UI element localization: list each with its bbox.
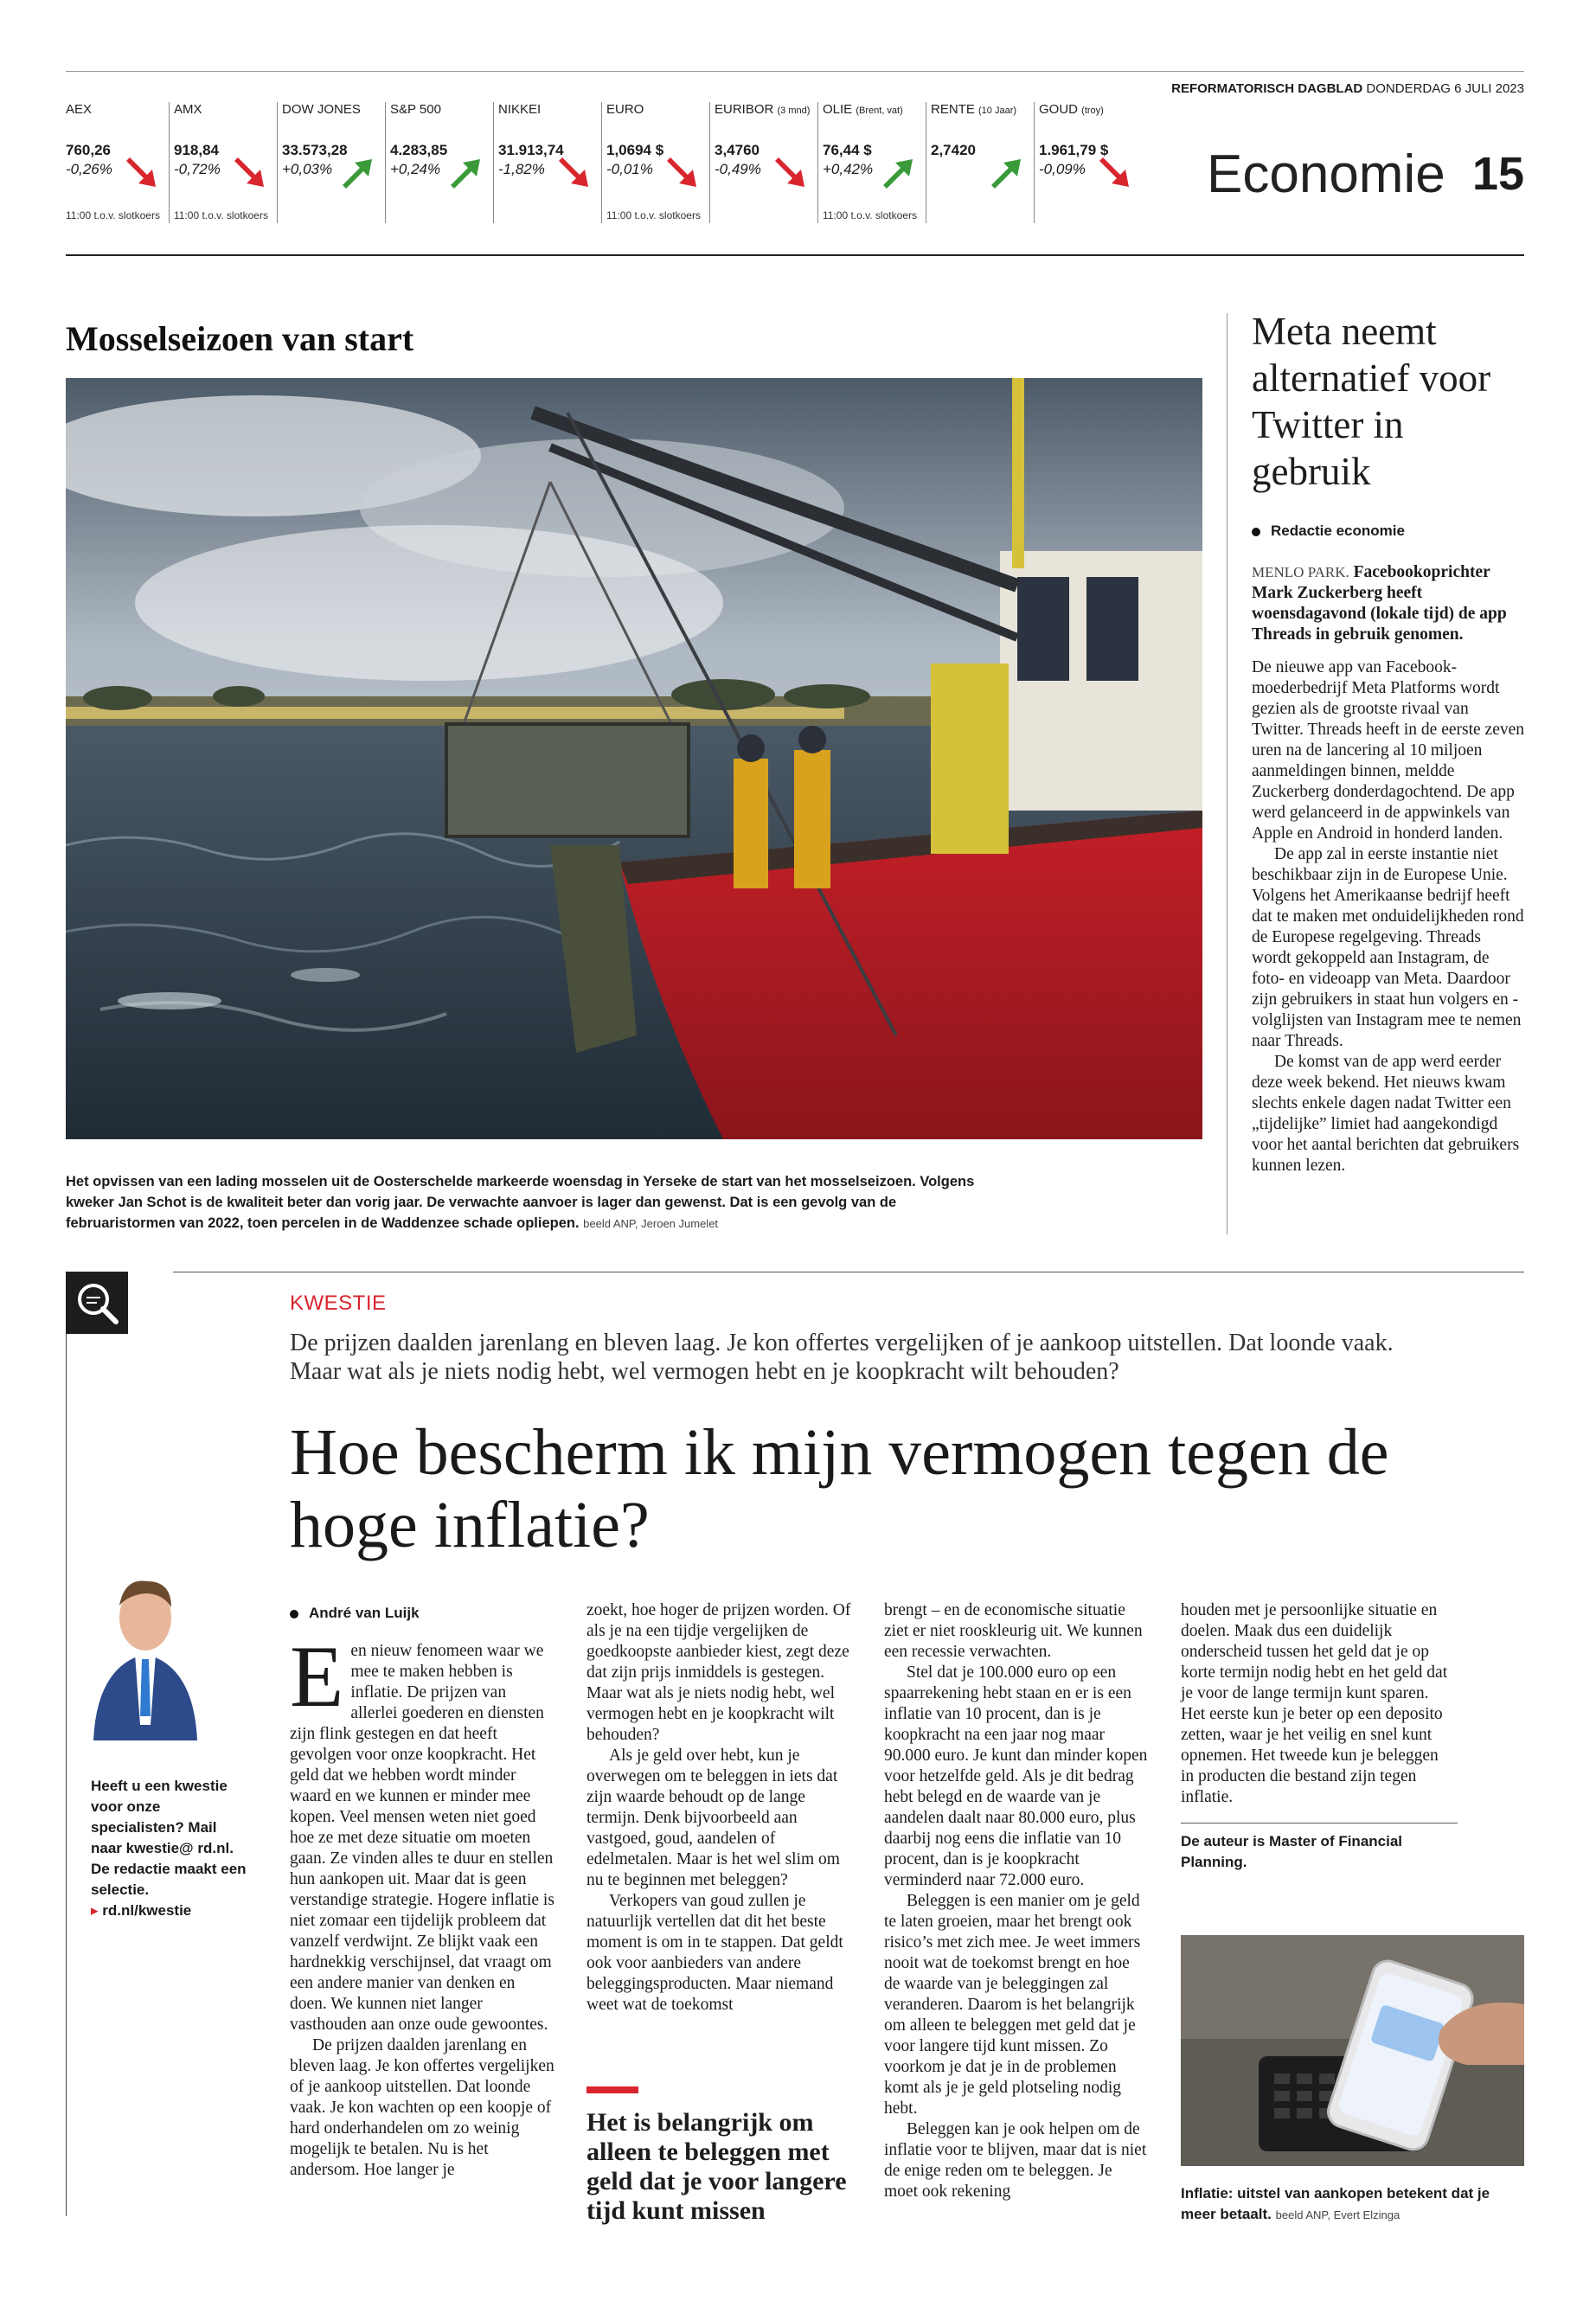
meta-headline: Meta neemt alternatief voor Twitter in gebruik [1252,310,1491,493]
kwestie-author: André van Luijk [309,1605,420,1621]
kwestie-column-4 [1181,1600,1449,1808]
kwestie-column-3 [884,1600,1149,2202]
ticker-name [390,102,441,117]
ticker-item [715,102,818,223]
ticker-change: -1,82% [498,161,545,177]
ticker-name-text: OLIE [823,102,853,117]
ticker-name-text: S&P 500 [390,102,441,117]
payment-caption: Inflatie: uitstel van aankopen betekent dat je meer betaalt. [1181,2185,1490,2222]
top-rule [66,71,1524,72]
kwestie-paragraph-2: De prijzen daalden jarenlang en bleven laag. Je kon offertes vergelijken of je aankoop uitstellen. Dat loonde vaak. Je kon wachten op een koopje of hard onderhandelen om zo weinig mogelijk te betalen. Nu is het andersom. Hoe langer je [290,2036,554,2179]
ticker-value: 4.283,85 [390,142,448,158]
ticker-name [282,102,361,117]
ticker-change: +0,03% [282,161,333,177]
ticker-name-text: AMX [174,102,202,117]
kwestie-paragraph-8: Beleggen is een manier om je geld te laten groeien, maar het brengt ook risico’s met zich mee. Je weet immers nooit wat de toekomst brengt en hoe de waarde van je beleggingen zal veranderen. Daarom is het belangrijk om alleen te beleggen met geld dat je voor langere tijd kunt missen. Zo voorkom je dat je in de problemen komt als je je geld plotseling nodig hebt. [884,1892,1141,2118]
ticker-item [282,102,386,223]
kwestie-paragraph-7: Stel dat je 100.000 euro op een spaarrekening hebt staan en er is een inflatie van 10 procent, dan is je koopkracht na een jaar nog maar 90.000 euro. Je kunt dan minder kopen voor hetzelfde geld. Als je dit bedrag hebt belegd en de waarde van je aandelen daalt naar 80.000 euro, plus daarbij nog eens die inflatie van 10 procent, dan is je koopkracht verminderd naar 72.000 euro. [884,1663,1148,1889]
section-title: Economie [1207,144,1445,204]
kwestie-column-1 [290,1628,554,2181]
arrow-down-icon [1096,154,1134,192]
ticker-change: -0,09% [1039,161,1086,177]
arrow-up-icon [339,154,377,192]
ticker-item [174,102,278,223]
mussel-caption: Het opvissen van een lading mosselen uit de Oosterschelde markeerde woensdag in Yerseke de start van het mosselseizoen. Volgens kweker Jan Schot is de kwaliteit beter dan vorig jaar. De verwachte aanvoer is lager dan gewenst. Dat is een gevolg van de februaristormen van 2022, toen percelen in de Waddenzee schade opliepen. [66,1174,975,1231]
ticker-item [66,102,170,223]
kwestie-left-rule [66,1334,67,2216]
ticker-name [66,102,92,117]
kwestie-paragraph-3: zoekt, hoe hoger de prijzen worden. Of als je na een tijdje vergelijken de goedkoopste aanbieder kiest, zegt deze dat zijn prijs inmiddels is gestegen. Maar wat als je niets nodig hebt, wel vermogen hebt en je koopkracht wilt behouden? [586,1601,851,1744]
ticker-name-text: EURIBOR [715,102,774,117]
ticker-name-suffix: (troy) [1081,106,1104,116]
ticker-value: 760,26 [66,142,111,158]
ticker-value: 3,4760 [715,142,760,158]
magnifier-icon [66,1272,128,1334]
ticker-name [715,102,810,117]
kwestie-column-2 [586,1600,851,2016]
masthead-line [1159,81,1524,96]
arrow-up-icon [988,154,1026,192]
ticker-name-text: AEX [66,102,93,117]
ticker-name [498,102,541,117]
ticker-note: 11:00 t.o.v. slotkoers [174,209,268,221]
ticker-note: 11:00 t.o.v. slotkoers [66,209,160,221]
kwestie-intro: De prijzen daalden jarenlang en bleven laag. Je kon offertes vergelijken of je aankoop uitstellen. Dat loonde vaak. Maar wat als je niets nodig hebt, wel vermogen hebt en je koopkracht wilt behouden? [290,1330,1394,1385]
kwestie-paragraph-5: Verkopers van goud zullen je natuurlijk vertellen dat dit het beste moment is om in te stappen. Dat geldt ook voor aanbieders van andere beleggingsproducten. Maar niemand weet wat de toekomst [586,1892,843,2014]
meta-byline-name: Redactie economie [1271,522,1405,539]
ticker-note: 11:00 t.o.v. slotkoers [823,209,917,221]
arrow-down-icon [772,154,810,192]
ticker-item [606,102,710,223]
meta-paragraph-3: De komst van de app werd eerder deze week bekend. Het nieuws kwam slechts enkele dagen nadat Twitter een „tijdelijke” limiet had aangekondigd voor het aantal berichten dat gebruikers kunnen lezen. [1252,1053,1520,1175]
arrow-up-icon [447,154,485,192]
ticker-value: 2,7420 [931,142,976,158]
ticker-name [174,102,202,117]
payment-photo [1181,1935,1524,2166]
kwestie-paragraph-6: brengt – en de economische situatie ziet er niet rooskleurig uit. We kunnen een recessie verwachten. [884,1601,1143,1661]
ticker-item [1039,102,1143,223]
author-note: De auteur is Master of Financial Planning. [1181,1833,1403,1870]
ticker-note: 11:00 t.o.v. slotkoers [606,209,701,221]
ticker-name [931,102,1016,117]
kwestie-paragraph-9: Beleggen kan je ook helpen om de inflatie voor te blijven, maar dat is niet de enige reden om te beleggen. Je moet ook rekening [884,2120,1147,2201]
kwestie-logo [66,1272,128,1334]
ticker-separator [817,102,818,223]
ticker-name-text: RENTE [931,102,975,117]
kwestie-paragraph-1 [290,1628,554,2035]
ticker-name-text: GOUD [1039,102,1078,117]
ticker-name [606,102,644,117]
meta-dateline: MENLO PARK. [1252,564,1349,580]
ticker-change: -0,01% [606,161,653,177]
meta-byline [1252,522,1405,540]
ticker-name-suffix: (10 Jaar) [978,106,1017,116]
ticker-value: 1.961,79 $ [1039,142,1109,158]
quote-accent-bar [586,2086,638,2093]
arrow-up-icon [880,154,918,192]
issue-date: DONDERDAG 6 JULI 2023 [1366,81,1524,96]
byline-bullet [1252,528,1260,536]
ticker-value: 1,0694 $ [606,142,664,158]
meta-paragraph-2: De app zal in eerste instantie niet beschikbaar zijn in de Europese Unie. Volgens het Amerikaanse bedrijf heeft dat te maken met onduidelijkheden rond de Europese regelgeving. Threads wordt gekoppeld aan Instagram, de foto- en videoapp van Meta. Daardoor zijn gebruikers in staat hun volgers en -volglijsten van Instagram mee te nemen naar Threads. [1252,845,1524,1050]
ticker-name [823,102,903,117]
author-portrait [85,1552,206,1740]
kwestie-paragraph-4: Als je geld over hebt, kun je overwegen om te beleggen in iets dat zijn waarde behoudt op de lange termijn. Denk bijvoorbeeld aan vastgoed, goud, aandelen of edelmetalen. Maar is het wel slim om nu te beginnen met beleggen? [586,1747,840,1889]
ticker-separator [493,102,494,223]
ticker-change: -0,72% [174,161,221,177]
sidebar-text: Heeft u een kwestie voor onze specialisten? Mail naar kwestie@ rd.nl. De redactie maakt een selectie. [91,1778,247,1898]
ticker-value: 76,44 $ [823,142,872,158]
ticker-name-suffix: (3 mnd) [777,106,811,116]
arrow-down-icon [663,154,702,192]
ticker-value: 918,84 [174,142,219,158]
ticker-change: +0,24% [390,161,441,177]
meta-lead: Facebookoprichter Mark Zuckerberg heeft woensdagavond (lokale tijd) de app Threads in gebruik genomen. [1252,563,1507,644]
page-number: 15 [1472,148,1525,200]
drop-cap: E [290,1628,344,1726]
ticker-value: 33.573,28 [282,142,348,158]
ticker-separator [1034,102,1035,223]
kwestie-col1-text-1: en nieuw fenomeen waar we mee te maken hebben is inflatie. De prijzen van allerlei goederen en diensten zijn flink gestegen en dat heeft gevolgen voor onze koopkracht. Het geld dat we hebben wordt minder waard en we kunnen er minder mee kopen. Veel mensen weten niet goed hoe ze met deze situatie om moeten gaan. Ze vinden alles te duur en stellen hun aankopen uit. Maar dat is geen verstandige strategie. Hogere inflatie is niet zomaar een tijdelijk probleem dat vanzelf verdwijnt. Ze blijkt vaak een hardnekkig verschijnsel, dat vraagt om een andere manier van denken en doen. We kunnen niet langer vasthouden aan onze oude gewoontes. [290,1642,554,2034]
mussel-headline: Mosselseizoen van start [66,319,414,358]
ticker-separator [601,102,602,223]
pull-quote: Het is belangrijk om alleen te beleggen met geld dat je voor langere tijd kunt missen [586,2108,847,2225]
ticker-change: +0,42% [823,161,874,177]
ticker-name-text: NIKKEI [498,102,542,117]
ticker-item [390,102,494,223]
ticker-name-text: EURO [606,102,644,117]
payment-credit: beeld ANP, Evert Elzinga [1275,2208,1401,2221]
kwestie-label: KWESTIE [290,1292,387,1315]
kwestie-byline [290,1605,420,1622]
kwestie-sidebar [91,1776,248,1921]
ticker-separator [169,102,170,223]
ticker-change: -0,49% [715,161,761,177]
ticker-name [1039,102,1104,117]
kwestie-paragraph-10: houden met je persoonlijke situatie en doelen. Maak dus een duidelijk onderscheid tussen het geld dat je op korte termijn nodig hebt en het geld dat je voor de lange termijn kunt sparen. Het eerste kun je beter op een deposito zetten, waar je het veilig en snel kunt opnemen. Het tweede kun je beleggen in producten die bestand zijn tegen inflatie. [1181,1601,1448,1806]
arrow-down-icon [123,154,161,192]
ticker-name-text: DOW JONES [282,102,361,117]
ticker-separator [277,102,278,223]
meta-article [1252,562,1524,1176]
mussel-credit: beeld ANP, Jeroen Jumelet [583,1217,719,1230]
ticker-value: 31.913,74 [498,142,564,158]
mussel-caption-block [66,1171,1009,1234]
payment-caption-block [1181,2183,1527,2226]
ticker-name-suffix: (Brent, vat) [856,106,903,116]
mussel-photo [66,378,1202,1139]
byline-bullet [290,1610,298,1618]
ticker-change: -0,26% [66,161,112,177]
paper-name: REFORMATORISCH DAGBLAD [1171,81,1363,96]
arrow-down-icon [231,154,269,192]
ticker-separator [709,102,710,223]
sidebar-link[interactable] [91,1902,191,1919]
ticker-bottom-rule [66,254,1524,256]
ticker-item [823,102,926,223]
sidebar-link-text[interactable]: rd.nl/kwestie [102,1902,192,1919]
meta-paragraph-1: De nieuwe app van Facebook-moederbedrijf Meta Platforms wordt gezien als de grootste rivaal van Twitter. Threads heeft in de eerste zeven uren na de lancering al 10 miljoen aanmeldingen binnen, meldde Zuckerberg donderdagochtend. De app werd gelanceerd in de appwinkels van Apple en Android in honderd landen. [1252,658,1525,843]
ticker-item [498,102,602,223]
arrow-down-icon [555,154,593,192]
arrow-right-icon: ▸ [91,1902,99,1919]
ticker-item [931,102,1035,223]
ticker-separator [385,102,386,223]
kwestie-headline: Hoe bescherm ik mijn vermogen tegen de hoge inflatie? [290,1416,1389,1561]
